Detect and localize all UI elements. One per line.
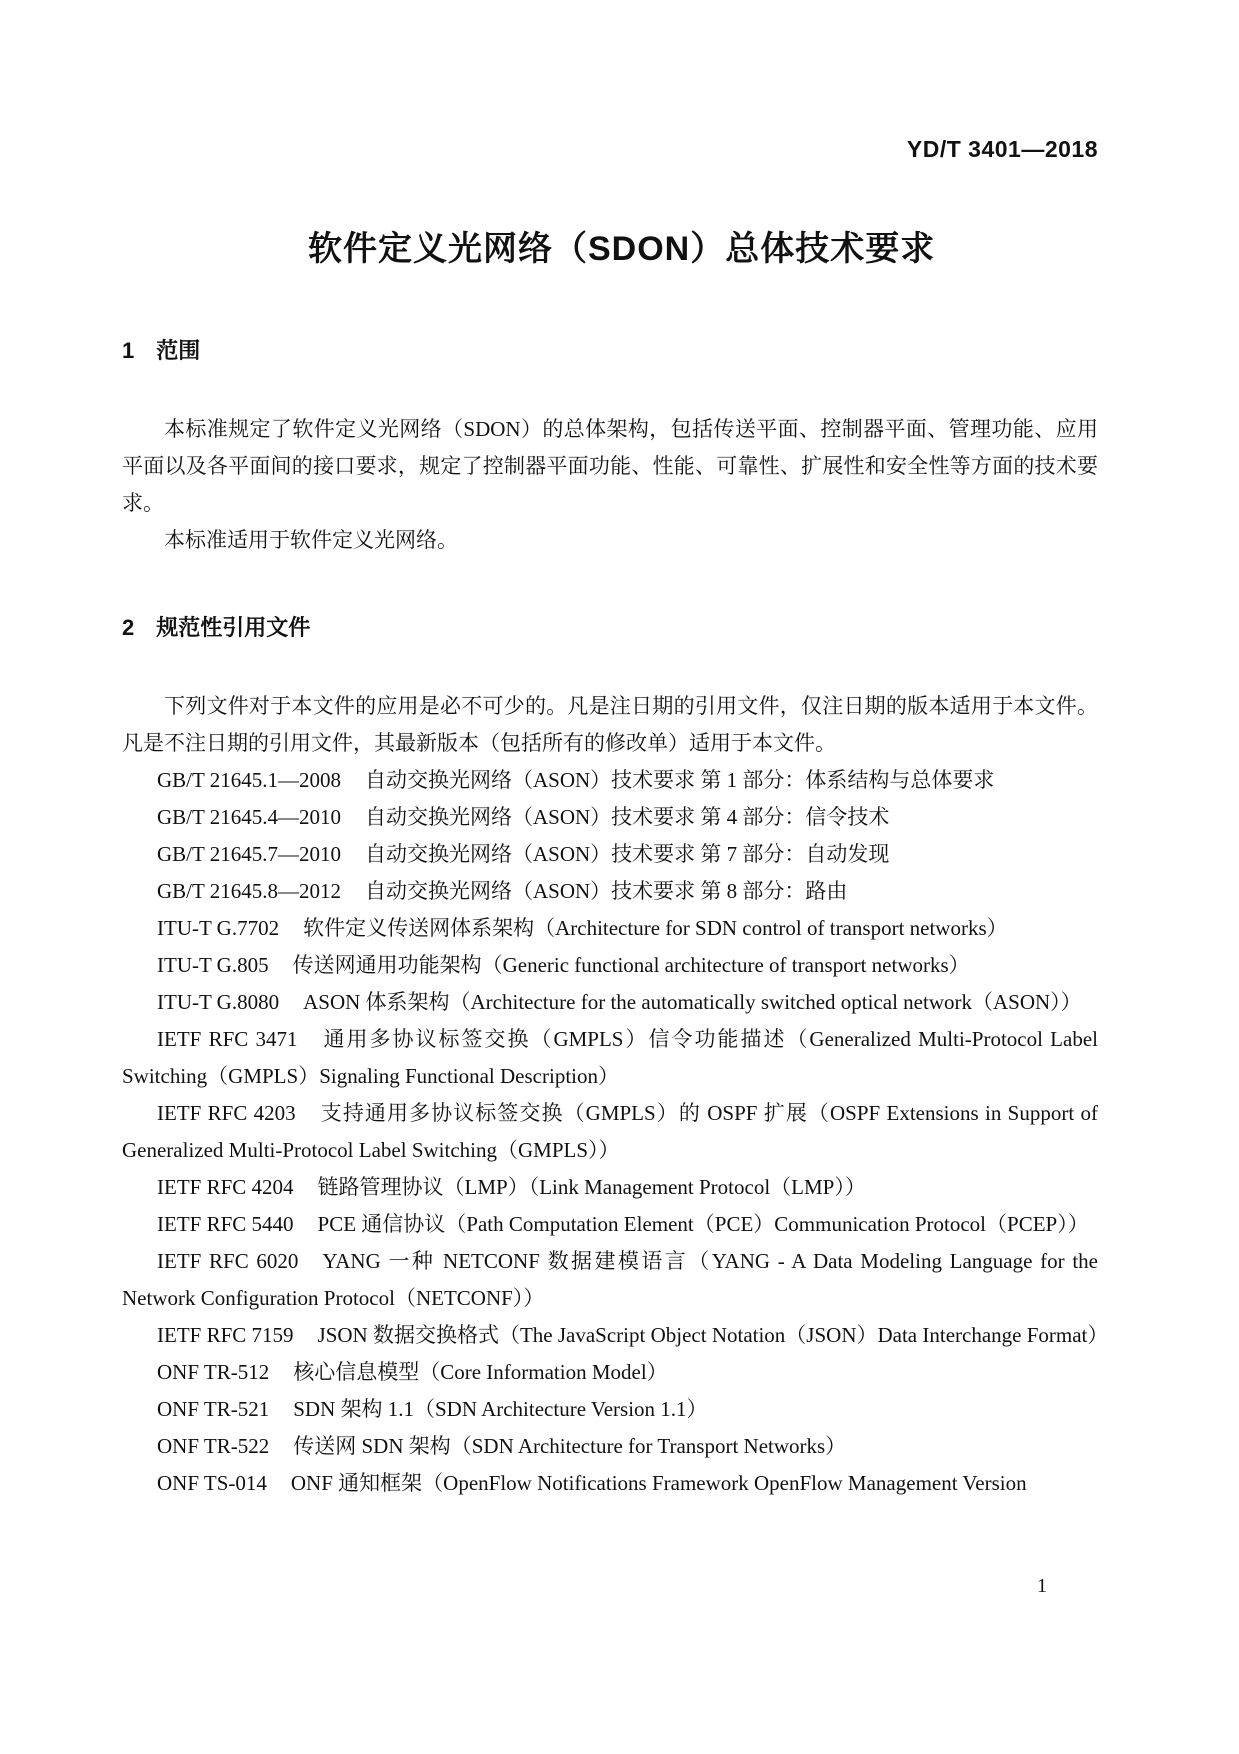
reference-title: 自动交换光网络（ASON）技术要求 第 7 部分：自动发现 [364, 842, 890, 866]
reference-item [122, 1391, 1098, 1428]
reference-code: GB/T 21645.4—2010 [157, 805, 341, 829]
page-content [122, 0, 1109, 1502]
reference-code: GB/T 21645.7—2010 [157, 842, 341, 866]
reference-title: 传送网通用功能架构（Generic functional architecture of transport networks） [292, 953, 970, 977]
reference-code: ITU-T G.7702 [157, 916, 280, 940]
reference-item [122, 1095, 1098, 1169]
reference-item [122, 1169, 1098, 1206]
reference-code: ONF TR-522 [157, 1434, 270, 1458]
reference-item [122, 799, 1098, 836]
scope-paragraph-1: 本标准规定了软件定义光网络（SDON）的总体架构，包括传送平面、控制器平面、管理功能、应用平面以及各平面间的接口要求，规定了控制器平面功能、性能、可靠性、扩展性和安全性等方面的技术要求。 [122, 417, 1098, 515]
references-intro-paragraph: 下列文件对于本文件的应用是必不可少的。凡是注日期的引用文件，仅注日期的版本适用于本文件。凡是不注日期的引用文件，其最新版本（包括所有的修改单）适用于本文件。 [122, 694, 1098, 755]
reference-item [122, 1465, 1098, 1502]
section-2-number: 2 [122, 615, 135, 640]
reference-title: 自动交换光网络（ASON）技术要求 第 8 部分：路由 [364, 879, 848, 903]
reference-item [122, 873, 1098, 910]
reference-code: ONF TS-014 [157, 1471, 267, 1495]
reference-title: 传送网 SDN 架构（SDN Architecture for Transport Networks） [293, 1434, 847, 1458]
reference-title: SDN 架构 1.1（SDN Architecture Version 1.1） [293, 1397, 708, 1421]
scope-paragraph-2: 本标准适用于软件定义光网络。 [164, 528, 458, 552]
reference-item [122, 984, 1098, 1021]
reference-title: 软件定义传送网体系架构（Architecture for SDN control of transport networks） [303, 916, 1008, 940]
reference-code: IETF RFC 3471 [157, 1027, 298, 1051]
reference-title: ONF 通知框架（OpenFlow Notifications Framework OpenFlow Management Version [290, 1471, 1027, 1495]
reference-code: GB/T 21645.8—2012 [157, 879, 341, 903]
reference-title: 通用多协议标签交换（GMPLS）信令功能描述（Generalized Multi-Protocol Label Switching（GMPLS）Signaling Functional Description） [122, 1027, 1098, 1088]
reference-title: ASON 体系架构（Architecture for the automatically switched optical network（ASON）） [303, 990, 1082, 1014]
section-2-label: 规范性引用文件 [156, 615, 311, 640]
reference-code: IETF RFC 4204 [157, 1175, 294, 1199]
document-title: 软件定义光网络（SDON）总体技术要求 [308, 230, 936, 268]
reference-code: IETF RFC 5440 [157, 1212, 294, 1236]
reference-title: JSON 数据交换格式（The JavaScript Object Notation（JSON）Data Interchange Format） [317, 1323, 1109, 1347]
reference-title: 链路管理协议（LMP）（Link Management Protocol（LMP）） [317, 1175, 866, 1199]
reference-code: ONF TR-521 [157, 1397, 270, 1421]
section-1-heading [122, 334, 1098, 365]
reference-title: 自动交换光网络（ASON）技术要求 第 4 部分：信令技术 [364, 805, 890, 829]
reference-title: 核心信息模型（Core Information Model） [293, 1360, 668, 1384]
reference-code: ITU-T G.805 [157, 953, 269, 977]
reference-code: IETF RFC 7159 [157, 1323, 294, 1347]
reference-item [122, 762, 1098, 799]
reference-item [122, 947, 1098, 984]
reference-item [122, 910, 1098, 947]
section-2-heading [122, 611, 1098, 642]
reference-item [122, 1021, 1098, 1095]
doc-number: YD/T 3401—2018 [906, 136, 1098, 162]
reference-item [122, 836, 1098, 873]
reference-code: ITU-T G.8080 [157, 990, 280, 1014]
reference-code: IETF RFC 4203 [157, 1101, 296, 1125]
reference-code: IETF RFC 6020 [157, 1249, 299, 1273]
normative-references-list [122, 762, 1109, 1502]
reference-item [122, 1354, 1098, 1391]
reference-item [122, 1428, 1098, 1465]
section-1-number: 1 [122, 338, 135, 363]
reference-title: 支持通用多协议标签交换（GMPLS）的 OSPF 扩展（OSPF Extensions in Support of Generalized Multi-Protocol Label Switching（GMPLS）） [122, 1101, 1098, 1162]
reference-code: GB/T 21645.1—2008 [157, 768, 341, 792]
reference-item [122, 1206, 1098, 1243]
reference-item [122, 1317, 1109, 1354]
reference-title: YANG 一种 NETCONF 数据建模语言（YANG - A Data Modeling Language for the Network Configuration Protocol（NETCONF）） [122, 1249, 1098, 1310]
reference-title: 自动交换光网络（ASON）技术要求 第 1 部分：体系结构与总体要求 [364, 768, 995, 792]
reference-item [122, 1243, 1098, 1317]
reference-title: PCE 通信协议（Path Computation Element（PCE）Communication Protocol（PCEP）） [317, 1212, 1089, 1236]
section-1-label: 范围 [156, 338, 201, 363]
reference-code: ONF TR-512 [157, 1360, 270, 1384]
page-number: 1 [1037, 1575, 1047, 1597]
